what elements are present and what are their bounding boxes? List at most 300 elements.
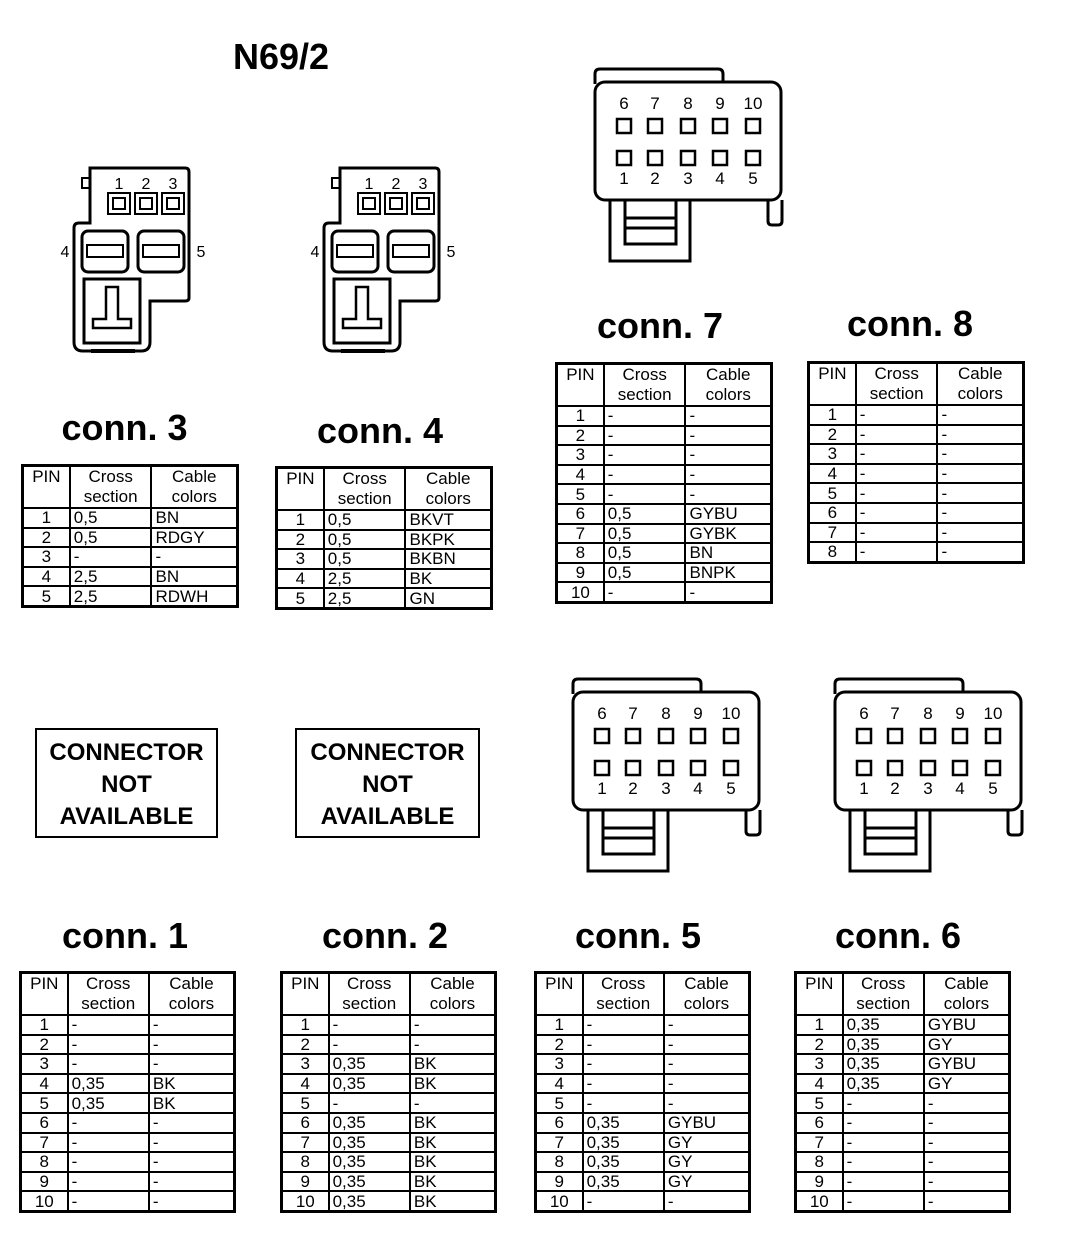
pin-number-label: 3 bbox=[168, 176, 178, 193]
pin-cell: 7 bbox=[557, 524, 604, 544]
pin-cell: 9 bbox=[536, 1172, 583, 1192]
cable-color-cell: - bbox=[924, 1152, 1010, 1172]
pin-cell: 5 bbox=[557, 484, 604, 504]
pin-cell: 7 bbox=[21, 1133, 68, 1153]
pin-cell: 6 bbox=[557, 504, 604, 524]
cross-section-cell: - bbox=[856, 425, 938, 445]
pin-number-label: 4 bbox=[60, 244, 70, 261]
table-row bbox=[21, 1113, 235, 1133]
cable-color-cell: - bbox=[937, 542, 1023, 562]
pin-socket bbox=[617, 151, 631, 165]
pin-cell: 7 bbox=[536, 1133, 583, 1153]
cross-section-cell: - bbox=[843, 1172, 924, 1192]
cross-section-cell: 0,35 bbox=[68, 1093, 149, 1113]
pin-number-label: 5 bbox=[748, 169, 758, 188]
header-line: Cable bbox=[430, 974, 475, 993]
conn4-table bbox=[275, 466, 493, 610]
cross-section-cell: 0,35 bbox=[329, 1113, 410, 1133]
cable-color-cell: - bbox=[149, 1035, 235, 1055]
cross-section-cell: - bbox=[843, 1133, 924, 1153]
pin-socket bbox=[659, 761, 673, 775]
cable-color-cell: BKBN bbox=[405, 549, 491, 569]
pin-cell: 3 bbox=[557, 445, 604, 465]
conn7-label: conn. 7 bbox=[596, 305, 724, 346]
pin-number-label: 4 bbox=[955, 779, 965, 798]
header-line: section bbox=[617, 385, 672, 404]
cross-section-cell: 2,5 bbox=[70, 586, 152, 606]
header-pin: PIN bbox=[277, 468, 324, 511]
connector-side-tab bbox=[1008, 810, 1022, 835]
conn5-label: conn. 5 bbox=[574, 915, 702, 956]
pin-cell: 6 bbox=[282, 1113, 329, 1133]
pin-cell: 1 bbox=[796, 1015, 843, 1035]
pin-socket bbox=[135, 193, 157, 214]
pin-cell: 9 bbox=[796, 1172, 843, 1192]
pin-cell: 9 bbox=[282, 1172, 329, 1192]
cross-section-cell: - bbox=[70, 547, 152, 567]
pin-cell: 7 bbox=[282, 1133, 329, 1153]
cable-color-cell: - bbox=[149, 1172, 235, 1192]
pin-number-label: 9 bbox=[715, 94, 725, 113]
pin-cell: 6 bbox=[809, 503, 856, 523]
pin-socket bbox=[595, 729, 609, 743]
table-row bbox=[796, 1074, 1010, 1094]
pin-cell: 8 bbox=[557, 543, 604, 563]
pin-number-label: 8 bbox=[683, 94, 693, 113]
pin-number-label: 3 bbox=[661, 779, 671, 798]
cross-section-cell: - bbox=[583, 1015, 664, 1035]
conn5-table bbox=[534, 971, 751, 1213]
header-cable-colors bbox=[685, 364, 771, 407]
table-row bbox=[21, 1093, 235, 1113]
pin-cell: 5 bbox=[809, 483, 856, 503]
cable-color-cell: GY bbox=[664, 1172, 750, 1192]
pin-number-label: 4 bbox=[310, 244, 320, 261]
table-row bbox=[557, 484, 772, 504]
table-row bbox=[277, 510, 492, 530]
table-row bbox=[557, 524, 772, 544]
header-cross-section bbox=[604, 364, 686, 407]
cable-color-cell: - bbox=[410, 1015, 496, 1035]
cross-section-cell: - bbox=[604, 465, 686, 485]
connector-3-diagram bbox=[55, 165, 220, 360]
pin-number-label: 5 bbox=[446, 244, 456, 261]
pin-cell: 8 bbox=[21, 1152, 68, 1172]
table-row bbox=[277, 569, 492, 589]
pin-number-label: 5 bbox=[988, 779, 998, 798]
pin-cell: 3 bbox=[282, 1054, 329, 1074]
conn7-table bbox=[555, 362, 773, 604]
pin-socket bbox=[648, 151, 662, 165]
pin-cell: 1 bbox=[282, 1015, 329, 1035]
pin-socket bbox=[626, 761, 640, 775]
cable-color-cell: - bbox=[410, 1093, 496, 1113]
cross-section-cell: - bbox=[68, 1133, 149, 1153]
pin-cell: 5 bbox=[796, 1093, 843, 1113]
cross-section-cell: - bbox=[583, 1054, 664, 1074]
pin-cell: 4 bbox=[809, 464, 856, 484]
key-shape bbox=[93, 287, 131, 328]
na-line-1: CONNECTOR bbox=[310, 739, 465, 766]
header-line: Cable bbox=[169, 974, 214, 993]
pin-cell: 2 bbox=[809, 425, 856, 445]
table-row bbox=[277, 549, 492, 569]
pin-number-label: 10 bbox=[721, 704, 741, 723]
cross-section-cell: 0,5 bbox=[324, 530, 406, 550]
cross-section-cell: - bbox=[856, 523, 938, 543]
cross-section-cell: 0,35 bbox=[329, 1152, 410, 1172]
cable-color-cell: - bbox=[924, 1113, 1010, 1133]
table-row bbox=[557, 445, 772, 465]
cross-section-cell: - bbox=[68, 1152, 149, 1172]
pin-number-label: 1 bbox=[364, 176, 374, 193]
power-pin-socket bbox=[388, 231, 434, 272]
header-cross-section bbox=[70, 466, 152, 509]
cable-color-cell: GYBU bbox=[685, 504, 771, 524]
pin-cell: 8 bbox=[536, 1152, 583, 1172]
conn1-table bbox=[19, 971, 236, 1213]
cross-section-cell: 0,35 bbox=[583, 1133, 664, 1153]
cross-section-cell: - bbox=[583, 1074, 664, 1094]
cross-section-cell: - bbox=[68, 1015, 149, 1035]
cable-color-cell: - bbox=[937, 464, 1023, 484]
pin-cell: 4 bbox=[536, 1074, 583, 1094]
cross-section-cell: - bbox=[856, 464, 938, 484]
page-title: N69/2 bbox=[233, 36, 330, 77]
table-row bbox=[796, 1191, 1010, 1211]
pin-cell: 1 bbox=[277, 510, 324, 530]
pin-cell: 9 bbox=[21, 1172, 68, 1192]
cable-color-cell: - bbox=[664, 1054, 750, 1074]
pin-cell: 2 bbox=[536, 1035, 583, 1055]
cross-section-cell: - bbox=[856, 542, 938, 562]
pin-cell: 5 bbox=[282, 1093, 329, 1113]
pin-cell: 3 bbox=[277, 549, 324, 569]
pin-cell: 10 bbox=[21, 1191, 68, 1211]
header-cross-section bbox=[324, 468, 406, 511]
cross-section-cell: 0,5 bbox=[604, 504, 686, 524]
pin-number-label: 8 bbox=[661, 704, 671, 723]
cross-section-cell: 0,5 bbox=[70, 528, 152, 548]
pin-contact bbox=[363, 198, 375, 209]
pin-number-label: 10 bbox=[983, 704, 1003, 723]
pin-cell: 4 bbox=[796, 1074, 843, 1094]
table-row bbox=[21, 1172, 235, 1192]
cross-section-cell: - bbox=[583, 1035, 664, 1055]
cable-color-cell: GN bbox=[405, 588, 491, 608]
pin-socket bbox=[746, 119, 760, 133]
table-header-row bbox=[796, 973, 1010, 1016]
table-row bbox=[557, 543, 772, 563]
header-line: colors bbox=[425, 489, 471, 508]
cable-color-cell: BN bbox=[151, 567, 237, 587]
header-cross-section bbox=[856, 363, 938, 406]
pin-socket bbox=[626, 729, 640, 743]
cable-color-cell: - bbox=[937, 483, 1023, 503]
cable-color-cell: - bbox=[685, 406, 771, 426]
pin-number-label: 3 bbox=[683, 169, 693, 188]
pin-number-label: 7 bbox=[628, 704, 638, 723]
cable-color-cell: - bbox=[924, 1093, 1010, 1113]
table-row bbox=[809, 483, 1024, 503]
header-line: colors bbox=[957, 384, 1003, 403]
table-row bbox=[796, 1093, 1010, 1113]
table-row bbox=[23, 567, 238, 587]
table-row bbox=[809, 444, 1024, 464]
pin-number-label: 10 bbox=[743, 94, 763, 113]
cross-section-cell: - bbox=[68, 1172, 149, 1192]
table-header-row bbox=[21, 973, 235, 1016]
table-row bbox=[796, 1054, 1010, 1074]
connector-5-diagram bbox=[568, 676, 768, 876]
cable-color-cell: - bbox=[685, 426, 771, 446]
pin-socket bbox=[412, 193, 434, 214]
pin-cell: 4 bbox=[23, 567, 70, 587]
pin-socket bbox=[953, 729, 967, 743]
cable-color-cell: - bbox=[149, 1054, 235, 1074]
cross-section-cell: - bbox=[583, 1093, 664, 1113]
pin-cell: 7 bbox=[809, 523, 856, 543]
pin-number-label: 2 bbox=[890, 779, 900, 798]
cable-color-cell: GY bbox=[664, 1152, 750, 1172]
conn3-table bbox=[21, 464, 239, 608]
header-line: Cable bbox=[706, 365, 751, 384]
pin-socket bbox=[986, 761, 1000, 775]
header-line: colors bbox=[705, 385, 751, 404]
cross-section-cell: - bbox=[856, 503, 938, 523]
cable-color-cell: - bbox=[664, 1015, 750, 1035]
cross-section-cell: - bbox=[843, 1113, 924, 1133]
header-cable-colors bbox=[924, 973, 1010, 1016]
table-row bbox=[809, 425, 1024, 445]
header-line: colors bbox=[429, 994, 476, 1013]
pin-cell: 1 bbox=[809, 405, 856, 425]
pin-socket bbox=[595, 761, 609, 775]
header-line: section bbox=[869, 384, 924, 403]
table-row bbox=[557, 465, 772, 485]
power-pin-contact bbox=[87, 245, 123, 257]
header-cross-section bbox=[583, 973, 664, 1016]
pin-cell: 8 bbox=[796, 1152, 843, 1172]
table-row bbox=[557, 406, 772, 426]
pin-cell: 5 bbox=[277, 588, 324, 608]
table-row bbox=[796, 1152, 1010, 1172]
header-line: Cross bbox=[347, 974, 392, 993]
cross-section-cell: 0,35 bbox=[329, 1172, 410, 1192]
pin-number-label: 3 bbox=[923, 779, 933, 798]
pin-cell: 3 bbox=[23, 547, 70, 567]
table-row bbox=[536, 1015, 750, 1035]
cross-section-cell: 2,5 bbox=[324, 588, 406, 608]
table-row bbox=[21, 1035, 235, 1055]
pin-contact bbox=[140, 198, 152, 209]
na-line-2: NOT bbox=[362, 771, 413, 798]
cable-color-cell: - bbox=[937, 405, 1023, 425]
table-header-row bbox=[23, 466, 238, 509]
header-line: Cross bbox=[601, 974, 646, 993]
table-row bbox=[557, 582, 772, 602]
cable-color-cell: BK bbox=[405, 569, 491, 589]
pin-cell: 2 bbox=[557, 426, 604, 446]
cross-section-cell: - bbox=[856, 444, 938, 464]
cable-color-cell: - bbox=[685, 582, 771, 602]
table-row bbox=[282, 1054, 496, 1074]
cross-section-cell: 0,35 bbox=[329, 1191, 410, 1211]
table-row bbox=[277, 530, 492, 550]
cable-color-cell: GY bbox=[664, 1133, 750, 1153]
table-row bbox=[557, 426, 772, 446]
cable-color-cell: - bbox=[664, 1093, 750, 1113]
cable-color-cell: GYBU bbox=[924, 1015, 1010, 1035]
connector-lock bbox=[625, 200, 676, 244]
table-row bbox=[796, 1113, 1010, 1133]
table-row bbox=[21, 1133, 235, 1153]
header-line: section bbox=[337, 489, 392, 508]
cable-color-cell: GYBK bbox=[685, 524, 771, 544]
table-row bbox=[536, 1133, 750, 1153]
cross-section-cell: 0,5 bbox=[604, 563, 686, 583]
header-line: Cross bbox=[874, 364, 919, 383]
header-line: colors bbox=[171, 487, 217, 506]
cross-section-cell: - bbox=[843, 1093, 924, 1113]
cross-section-cell: 0,35 bbox=[329, 1054, 410, 1074]
pin-cell: 10 bbox=[557, 582, 604, 602]
pin-contact bbox=[417, 198, 429, 209]
cross-section-cell: - bbox=[604, 406, 686, 426]
table-row bbox=[282, 1133, 496, 1153]
header-pin: PIN bbox=[796, 973, 843, 1016]
header-cable-colors bbox=[937, 363, 1023, 406]
table-row bbox=[282, 1074, 496, 1094]
pin-number-label: 9 bbox=[955, 704, 965, 723]
cross-section-cell: - bbox=[68, 1035, 149, 1055]
pin-number-label: 1 bbox=[597, 779, 607, 798]
pin-cell: 10 bbox=[282, 1191, 329, 1211]
table-row bbox=[23, 528, 238, 548]
cable-color-cell: - bbox=[685, 465, 771, 485]
cable-color-cell: BK bbox=[149, 1093, 235, 1113]
cross-section-cell: - bbox=[604, 582, 686, 602]
table-row bbox=[21, 1015, 235, 1035]
connector-lock bbox=[603, 810, 654, 854]
connector-side-tab bbox=[768, 200, 782, 225]
pin-number-label: 4 bbox=[715, 169, 725, 188]
cable-color-cell: BK bbox=[410, 1152, 496, 1172]
pin-cell: 7 bbox=[796, 1133, 843, 1153]
connector-not-available-1 bbox=[35, 728, 218, 838]
cable-color-cell: - bbox=[664, 1074, 750, 1094]
header-line: section bbox=[342, 994, 397, 1013]
pin-socket bbox=[888, 729, 902, 743]
cross-section-cell: - bbox=[856, 405, 938, 425]
pin-cell: 5 bbox=[536, 1093, 583, 1113]
header-line: Cable bbox=[172, 467, 217, 486]
table-row bbox=[536, 1113, 750, 1133]
cable-color-cell: - bbox=[149, 1113, 235, 1133]
header-line: Cable bbox=[426, 469, 471, 488]
pin-cell: 4 bbox=[277, 569, 324, 589]
table-row bbox=[277, 588, 492, 608]
pin-cell: 2 bbox=[277, 530, 324, 550]
pin-cell: 3 bbox=[21, 1054, 68, 1074]
pin-socket bbox=[108, 193, 130, 214]
cross-section-cell: 2,5 bbox=[324, 569, 406, 589]
cross-section-cell: 0,5 bbox=[604, 543, 686, 563]
pin-socket bbox=[953, 761, 967, 775]
connector-lock-frame bbox=[588, 810, 668, 871]
table-row bbox=[536, 1093, 750, 1113]
table-row bbox=[809, 503, 1024, 523]
cable-color-cell: BKPK bbox=[405, 530, 491, 550]
pin-cell: 3 bbox=[536, 1054, 583, 1074]
header-cross-section bbox=[329, 973, 410, 1016]
table-row bbox=[536, 1152, 750, 1172]
cable-color-cell: - bbox=[937, 444, 1023, 464]
header-line: section bbox=[81, 994, 136, 1013]
table-row bbox=[282, 1113, 496, 1133]
cross-section-cell: - bbox=[329, 1035, 410, 1055]
header-pin: PIN bbox=[23, 466, 70, 509]
connector-not-available-2 bbox=[295, 728, 480, 838]
header-line: colors bbox=[683, 994, 730, 1013]
pin-socket bbox=[724, 761, 738, 775]
cable-color-cell: BN bbox=[685, 543, 771, 563]
pin-socket bbox=[713, 151, 727, 165]
cross-section-cell: - bbox=[68, 1054, 149, 1074]
pin-socket bbox=[746, 151, 760, 165]
header-pin: PIN bbox=[809, 363, 856, 406]
cable-color-cell: BNPK bbox=[685, 563, 771, 583]
cross-section-cell: - bbox=[604, 426, 686, 446]
header-pin: PIN bbox=[282, 973, 329, 1016]
pin-number-label: 7 bbox=[890, 704, 900, 723]
pin-number-label: 5 bbox=[726, 779, 736, 798]
key-slot bbox=[334, 279, 390, 343]
cable-color-cell: - bbox=[149, 1191, 235, 1211]
header-line: colors bbox=[943, 994, 990, 1013]
na-line-3: AVAILABLE bbox=[59, 803, 194, 830]
table-row bbox=[796, 1172, 1010, 1192]
pin-socket bbox=[358, 193, 380, 214]
pin-socket bbox=[648, 119, 662, 133]
table-row bbox=[557, 563, 772, 583]
connector-4-diagram bbox=[305, 165, 470, 360]
cross-section-cell: 2,5 bbox=[70, 567, 152, 587]
header-cable-colors bbox=[405, 468, 491, 511]
connector-side-tab bbox=[746, 810, 760, 835]
pin-number-label: 7 bbox=[650, 94, 660, 113]
conn6-label: conn. 6 bbox=[834, 915, 962, 956]
pin-number-label: 1 bbox=[114, 176, 124, 193]
pin-number-label: 3 bbox=[418, 176, 428, 193]
cross-section-cell: - bbox=[843, 1152, 924, 1172]
cross-section-cell: 0,35 bbox=[68, 1074, 149, 1094]
cable-color-cell: BK bbox=[410, 1172, 496, 1192]
conn8-label: conn. 8 bbox=[846, 303, 974, 344]
pin-socket bbox=[888, 761, 902, 775]
header-cross-section bbox=[843, 973, 924, 1016]
cross-section-cell: 0,35 bbox=[583, 1113, 664, 1133]
table-row bbox=[282, 1035, 496, 1055]
cable-color-cell: - bbox=[937, 523, 1023, 543]
cable-color-cell: BK bbox=[410, 1133, 496, 1153]
na-line-1: CONNECTOR bbox=[49, 739, 204, 766]
pin-cell: 1 bbox=[23, 508, 70, 528]
header-line: Cable bbox=[684, 974, 729, 993]
connector-lock-frame bbox=[850, 810, 930, 871]
pin-number-label: 6 bbox=[619, 94, 629, 113]
cable-color-cell: - bbox=[924, 1191, 1010, 1211]
